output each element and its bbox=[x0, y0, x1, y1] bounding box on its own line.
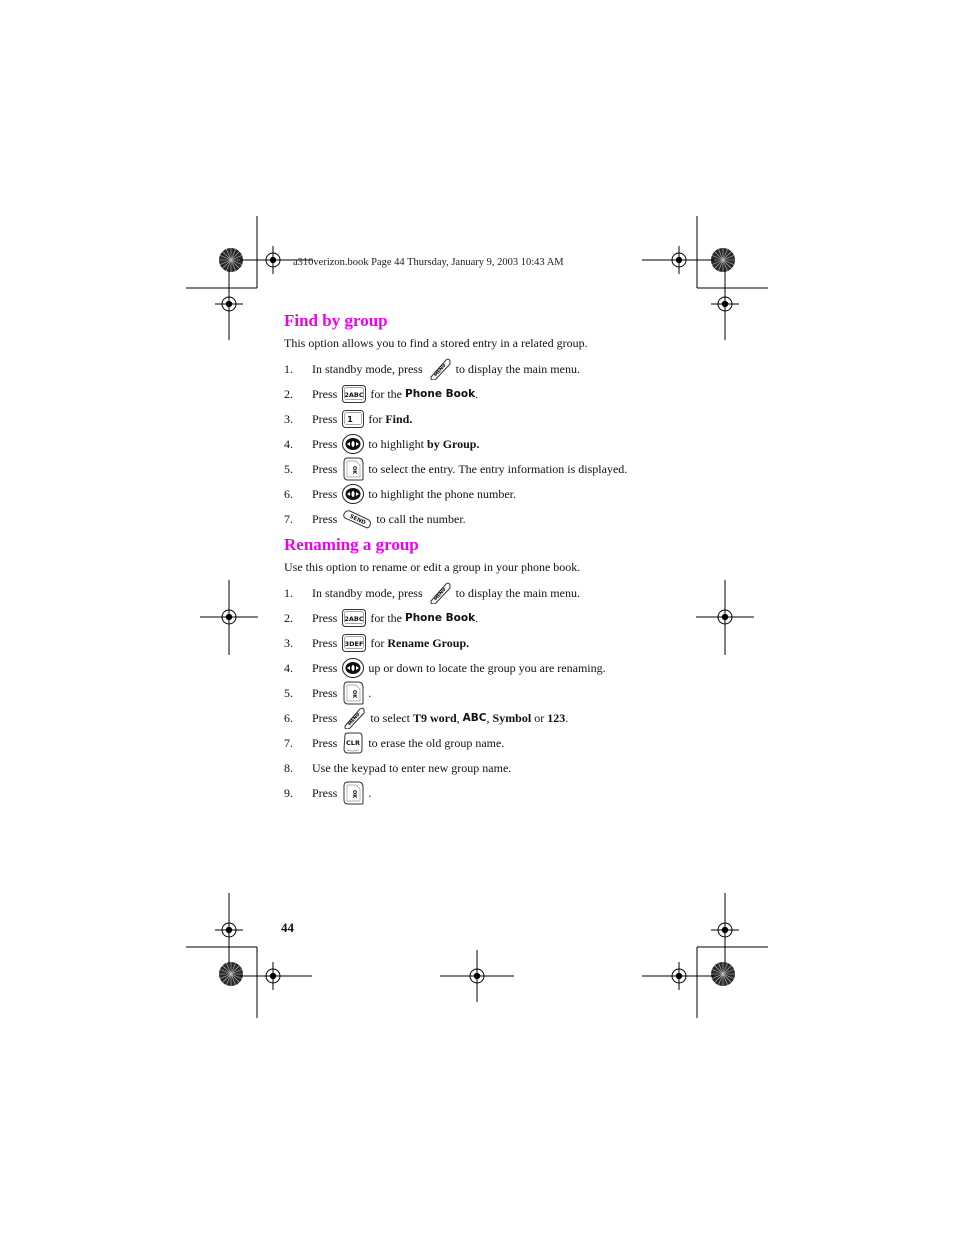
step-tail-text: . bbox=[475, 386, 479, 401]
step-lead-text: Press bbox=[312, 386, 341, 401]
section-title-find-by-group: Find by group bbox=[284, 311, 388, 330]
step-text bbox=[312, 732, 504, 754]
step-lead-text: Press bbox=[312, 635, 341, 650]
step-text bbox=[312, 681, 371, 705]
step-number: 3. bbox=[284, 411, 293, 426]
step-text bbox=[312, 434, 479, 454]
step-tail-text: to select the entry. The entry information is displayed. bbox=[365, 461, 628, 476]
step-text bbox=[312, 634, 469, 652]
step-text bbox=[312, 385, 478, 403]
step-lead-text: Press bbox=[312, 685, 341, 700]
step-number: 1. bbox=[284, 361, 293, 376]
svg-text:3DEF: 3DEF bbox=[344, 640, 364, 648]
step-tail-text: . bbox=[475, 610, 479, 625]
menu-key-icon bbox=[428, 358, 452, 380]
step-tail-text: up or down to locate the group you are renaming. bbox=[365, 660, 606, 675]
step-lead-text: Press bbox=[312, 785, 341, 800]
svg-text:MENU: MENU bbox=[433, 587, 448, 602]
list-item bbox=[284, 582, 580, 604]
step-number: 5. bbox=[284, 685, 293, 700]
step-emphasis: 123 bbox=[547, 710, 566, 725]
list-item bbox=[284, 483, 516, 505]
step-number: 4. bbox=[284, 660, 293, 675]
step-lead-text: Press bbox=[312, 486, 341, 501]
ok-key-icon bbox=[342, 781, 364, 805]
step-number: 2. bbox=[284, 386, 293, 401]
step-mid-text: to highlight bbox=[365, 436, 428, 451]
list-item bbox=[284, 358, 580, 380]
menu-key-icon bbox=[342, 707, 366, 729]
step-number: 1. bbox=[284, 585, 293, 600]
step-lead-text: Use the keypad to enter new group name. bbox=[312, 760, 512, 775]
step-emphasis: Phone Book bbox=[405, 612, 476, 624]
step-lead-text: Press bbox=[312, 660, 341, 675]
list-item bbox=[284, 508, 466, 530]
step-mid-text: for bbox=[367, 635, 388, 650]
step-tail-text: to highlight the phone number. bbox=[365, 486, 516, 501]
svg-text:OK: OK bbox=[351, 789, 358, 799]
send-key-icon bbox=[342, 508, 372, 530]
step-text bbox=[312, 358, 580, 380]
svg-text:MENU: MENU bbox=[348, 712, 362, 727]
nav-key-icon bbox=[342, 484, 364, 504]
step-text bbox=[312, 508, 466, 530]
step-number: 7. bbox=[284, 511, 293, 526]
step-number: 2. bbox=[284, 610, 293, 625]
key-2abc-icon bbox=[342, 385, 366, 403]
list-item bbox=[284, 732, 504, 754]
step-text bbox=[312, 457, 627, 481]
step-text bbox=[312, 609, 478, 627]
svg-text:OK: OK bbox=[351, 689, 358, 699]
ok-key-icon bbox=[342, 681, 364, 705]
section-intro: Use this option to rename or edit a group in your phone book. bbox=[284, 560, 581, 574]
svg-text:2ABC: 2ABC bbox=[344, 391, 364, 399]
page-number: 44 bbox=[281, 920, 294, 935]
step-emphasis: T9 word bbox=[413, 710, 457, 725]
step-lead-text: In standby mode, press bbox=[312, 585, 426, 600]
step-number: 3. bbox=[284, 635, 293, 650]
book-header: a310verizon.book Page 44 Thursday, January 9, 2003 10:43 AM bbox=[293, 257, 564, 268]
svg-text:MENU: MENU bbox=[433, 363, 448, 378]
list-item bbox=[284, 408, 412, 430]
svg-text:1: 1 bbox=[347, 415, 354, 424]
step-lead-text: In standby mode, press bbox=[312, 361, 426, 376]
step-tail-text: to display the main menu. bbox=[452, 585, 580, 600]
step-mid-text: to select bbox=[367, 710, 413, 725]
step-number: 4. bbox=[284, 436, 293, 451]
step-tail-text: to call the number. bbox=[373, 511, 466, 526]
step-number: 9. bbox=[284, 785, 293, 800]
ok-key-icon bbox=[342, 457, 364, 481]
step-mid-text: for the bbox=[367, 386, 405, 401]
list-item bbox=[284, 383, 478, 405]
list-item bbox=[284, 657, 606, 679]
step-text bbox=[312, 781, 371, 805]
step-text bbox=[312, 410, 412, 428]
nav-key-icon bbox=[342, 658, 364, 678]
key-3def-icon bbox=[342, 634, 366, 652]
section-intro: This option allows you to find a stored entry in a related group. bbox=[284, 336, 588, 350]
list-item bbox=[284, 458, 627, 480]
step-number: 7. bbox=[284, 735, 293, 750]
list-item bbox=[284, 782, 371, 804]
step-text bbox=[312, 658, 606, 678]
step-number: 5. bbox=[284, 461, 293, 476]
step-lead-text: Press bbox=[312, 735, 341, 750]
list-item bbox=[284, 433, 479, 455]
step-text bbox=[312, 761, 511, 776]
step-text bbox=[312, 484, 516, 504]
step-lead-text: Press bbox=[312, 411, 341, 426]
step-lead-text: Press bbox=[312, 610, 341, 625]
step-mid-text: for the bbox=[367, 610, 405, 625]
step-emphasis: by Group. bbox=[427, 436, 480, 451]
step-lead-text: Press bbox=[312, 461, 341, 476]
step-lead-text: Press bbox=[312, 436, 341, 451]
step-mid-text: for bbox=[365, 411, 386, 426]
nav-key-icon bbox=[342, 434, 364, 454]
step-tail-text: . bbox=[365, 785, 372, 800]
clr-key-icon bbox=[342, 732, 364, 754]
svg-text:2ABC: 2ABC bbox=[344, 615, 364, 623]
step-tail-text: to display the main menu. bbox=[452, 361, 580, 376]
step-number: 8. bbox=[284, 760, 293, 775]
list-item bbox=[284, 757, 511, 779]
step-text bbox=[312, 582, 580, 604]
step-emphasis: Rename Group. bbox=[387, 635, 470, 650]
step-emphasis: Phone Book bbox=[405, 388, 476, 400]
menu-key-icon bbox=[428, 582, 452, 604]
step-number: 6. bbox=[284, 710, 293, 725]
section-title-renaming-group: Renaming a group bbox=[284, 535, 419, 554]
key-2abc-icon bbox=[342, 609, 366, 627]
key-1-icon bbox=[342, 410, 364, 428]
step-emphasis: ABC bbox=[462, 712, 487, 724]
list-item bbox=[284, 632, 469, 654]
step-emphasis: Symbol bbox=[492, 710, 532, 725]
step-lead-text: Press bbox=[312, 710, 341, 725]
svg-text:SEND: SEND bbox=[348, 513, 367, 527]
step-text: Press MENU to select T9 word , ABC , Symbol or 123 . bbox=[312, 707, 568, 729]
step-lead-text: Press bbox=[312, 511, 341, 526]
list-item bbox=[284, 707, 568, 729]
step-tail-text: to erase the old group name. bbox=[365, 735, 505, 750]
svg-text:CLR: CLR bbox=[346, 739, 361, 747]
step-number: 6. bbox=[284, 486, 293, 501]
step-tail-text: . bbox=[365, 685, 372, 700]
svg-text:OK: OK bbox=[351, 465, 358, 475]
list-item bbox=[284, 607, 478, 629]
list-item bbox=[284, 682, 371, 704]
step-emphasis: Find. bbox=[385, 411, 413, 426]
